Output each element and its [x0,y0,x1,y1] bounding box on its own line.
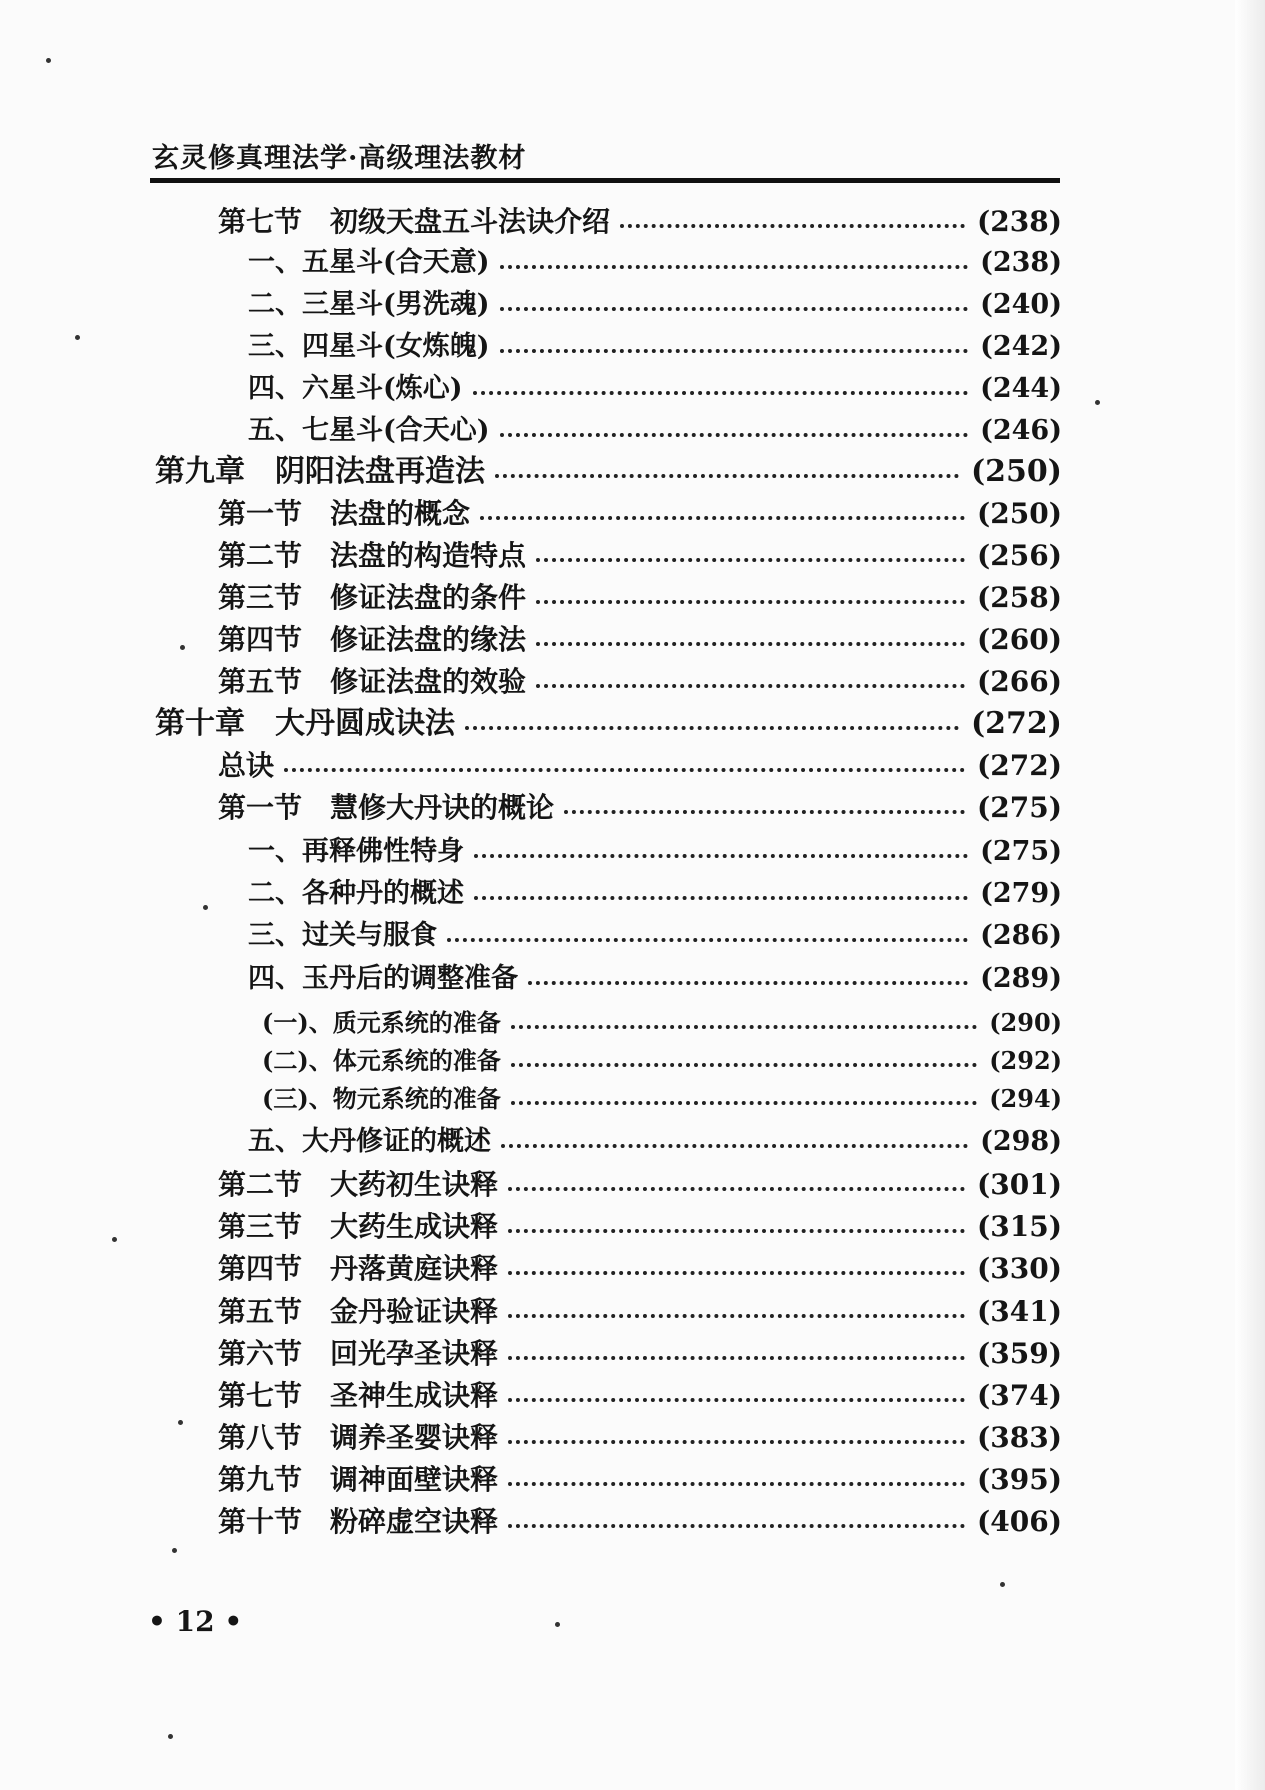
toc-entry-title: 第四节 丹落黄庭诀释 [218,1252,499,1285]
toc-entry [248,287,1062,323]
toc-entry-title: 第八节 调养圣婴诀释 [218,1421,499,1454]
toc-entry-title: 第七节 初级天盘五斗法诀介绍 [218,205,611,238]
dot-leader [508,1524,965,1528]
dot-leader [508,1229,965,1233]
dot-leader [536,558,965,562]
scan-speck [75,335,80,340]
toc-entry-title: 第三节 大药生成诀释 [218,1210,499,1243]
toc-entry-title: 第一节 慧修大丹诀的概论 [218,791,555,824]
toc-entry-page: (406) [977,1505,1062,1538]
dot-leader [508,1398,965,1402]
scan-speck [172,1548,177,1553]
toc-entry-page: (258) [977,581,1062,614]
dot-leader [564,810,965,814]
toc-entry-title: 第三节 修证法盘的条件 [218,581,527,614]
toc-entry [218,748,1062,784]
toc-entry-page: (240) [980,289,1062,320]
dot-leader [620,224,965,228]
toc-entry-page: (260) [977,623,1062,656]
toc-entry-title: 第七节 圣神生成诀释 [218,1379,499,1412]
toc-entry-page: (383) [977,1421,1062,1454]
toc-entry-title: 第九章 阴阳法盘再造法 [155,454,485,489]
toc-entry [248,876,1062,912]
scan-speck [555,1622,560,1627]
toc-entry-page: (341) [977,1295,1062,1328]
toc-entry-page: (330) [977,1252,1062,1285]
dot-leader [284,768,965,772]
toc-entry-title: 第十章 大丹圆成诀法 [155,706,455,741]
toc-entry-title: 第二节 大药初生诀释 [218,1168,499,1201]
toc-entry-page: (294) [989,1084,1062,1113]
toc-entry-title: 第二节 法盘的构造特点 [218,539,527,572]
toc-entry-title: (三)、物元系统的准备 [262,1084,501,1113]
toc-entry [218,1336,1062,1372]
toc-entry [218,1209,1062,1245]
toc-entry-page: (266) [977,665,1062,698]
toc-entry [248,961,1062,997]
toc-entry [248,371,1062,407]
toc-entry-page: (374) [977,1379,1062,1412]
toc-entry [248,834,1062,870]
dot-leader [501,1144,968,1148]
toc-entry-title: 二、三星斗(男洗魂) [248,289,490,320]
dot-leader [473,391,969,395]
toc-entry-title: 三、过关与服食 [248,920,437,951]
toc-entry-page: (301) [977,1168,1062,1201]
toc-entry-page: (292) [989,1046,1062,1075]
toc-entry-title: 第五节 修证法盘的效验 [218,665,527,698]
toc-entry [248,1124,1062,1160]
dot-leader [474,896,968,900]
dot-leader [447,938,968,942]
toc-entry-page: (290) [989,1008,1062,1037]
dot-leader [474,854,968,858]
toc-entry-page: (275) [977,791,1062,824]
toc-entry [218,622,1062,658]
dot-leader [536,600,965,604]
toc-entry [248,918,1062,954]
dot-leader [536,684,965,688]
scan-speck [1095,400,1100,405]
toc-entry [248,413,1062,449]
toc-entry-page: (238) [977,205,1062,238]
toc-entry-page: (246) [980,415,1062,446]
toc-entry [248,329,1062,365]
toc-entry [155,454,1062,490]
toc-entry [218,1167,1062,1203]
dot-leader [511,1025,977,1029]
dot-leader [508,1482,965,1486]
toc-entry [262,1083,1062,1115]
scan-speck [203,905,208,910]
toc-entry-page: (244) [980,373,1062,404]
toc-entry-title: 四、六星斗(炼心) [248,373,463,404]
toc-entry-title: 三、四星斗(女炼魄) [248,331,490,362]
toc-entry-page: (286) [980,920,1062,951]
dot-leader [508,1440,965,1444]
dot-leader [508,1314,965,1318]
toc-entry-title: 总诀 [218,749,275,782]
toc-entry-page: (272) [977,749,1062,782]
toc-entry-title: 一、五星斗(合天意) [248,247,490,278]
toc-entry [218,496,1062,532]
toc-entry-page: (250) [977,497,1062,530]
dot-leader [480,516,965,520]
toc-entry-page: (250) [970,454,1062,489]
toc-entry [218,664,1062,700]
page-number: • 12 • [148,1605,243,1638]
dot-leader [500,349,969,353]
toc-entry-page: (242) [980,331,1062,362]
toc-entry-page: (395) [977,1463,1062,1496]
toc-entry [218,1251,1062,1287]
toc-entry [155,706,1062,742]
scan-speck [168,1734,173,1739]
toc-entry [218,1378,1062,1414]
dot-leader [500,307,969,311]
toc-entry-title: 五、七星斗(合天心) [248,415,490,446]
toc-entry-title: 四、玉丹后的调整准备 [248,963,518,994]
scan-speck [180,645,185,650]
scan-speck [112,1237,117,1242]
toc-entry-title: 二、各种丹的概述 [248,878,464,909]
toc-entry-title: 第六节 回光孕圣诀释 [218,1337,499,1370]
toc-entry-title: 第九节 调神面壁诀释 [218,1463,499,1496]
toc-entry-page: (238) [980,247,1062,278]
toc-entry-page: (289) [980,963,1062,994]
toc-entry [262,1045,1062,1077]
toc-entry [262,1007,1062,1039]
dot-leader [508,1187,965,1191]
toc-entry-page: (315) [977,1210,1062,1243]
toc-entry [248,245,1062,281]
toc-entry [218,580,1062,616]
toc-entry-title: 第一节 法盘的概念 [218,497,471,530]
toc-entry-page: (272) [970,706,1062,741]
toc-entry-title: 一、再释佛性特身 [248,836,464,867]
toc-entry-page: (279) [980,878,1062,909]
toc-entry-title: 第四节 修证法盘的缘法 [218,623,527,656]
dot-leader [500,433,969,437]
toc-entry-title: 五、大丹修证的概述 [248,1126,491,1157]
dot-leader [511,1063,977,1067]
toc-entry-title: 第十节 粉碎虚空诀释 [218,1505,499,1538]
toc-entry [218,1294,1062,1330]
dot-leader [528,981,968,985]
dot-leader [508,1356,965,1360]
dot-leader [508,1271,965,1275]
toc-entry [218,1420,1062,1456]
dot-leader [500,265,969,269]
dot-leader [511,1101,977,1105]
toc-entry-page: (359) [977,1337,1062,1370]
running-header-title: 玄灵修真理法学·高级理法教材 [152,143,527,174]
toc-entry [218,1504,1062,1540]
toc-entry-title: (二)、体元系统的准备 [262,1046,501,1075]
toc-entry-page: (298) [980,1126,1062,1157]
scan-speck [46,58,51,63]
toc-entry-page: (275) [980,836,1062,867]
toc-entry [218,538,1062,574]
dot-leader [536,642,965,646]
toc-entry-page: (256) [977,539,1062,572]
toc-entry-title: 第五节 金丹验证诀释 [218,1295,499,1328]
toc-entry [218,790,1062,826]
dot-leader [495,474,959,478]
toc-entry [218,204,1062,240]
scan-speck [178,1420,183,1425]
toc-entry-title: (一)、质元系统的准备 [262,1008,501,1037]
toc-entry [218,1462,1062,1498]
dot-leader [465,726,959,730]
scan-speck [1000,1582,1005,1587]
